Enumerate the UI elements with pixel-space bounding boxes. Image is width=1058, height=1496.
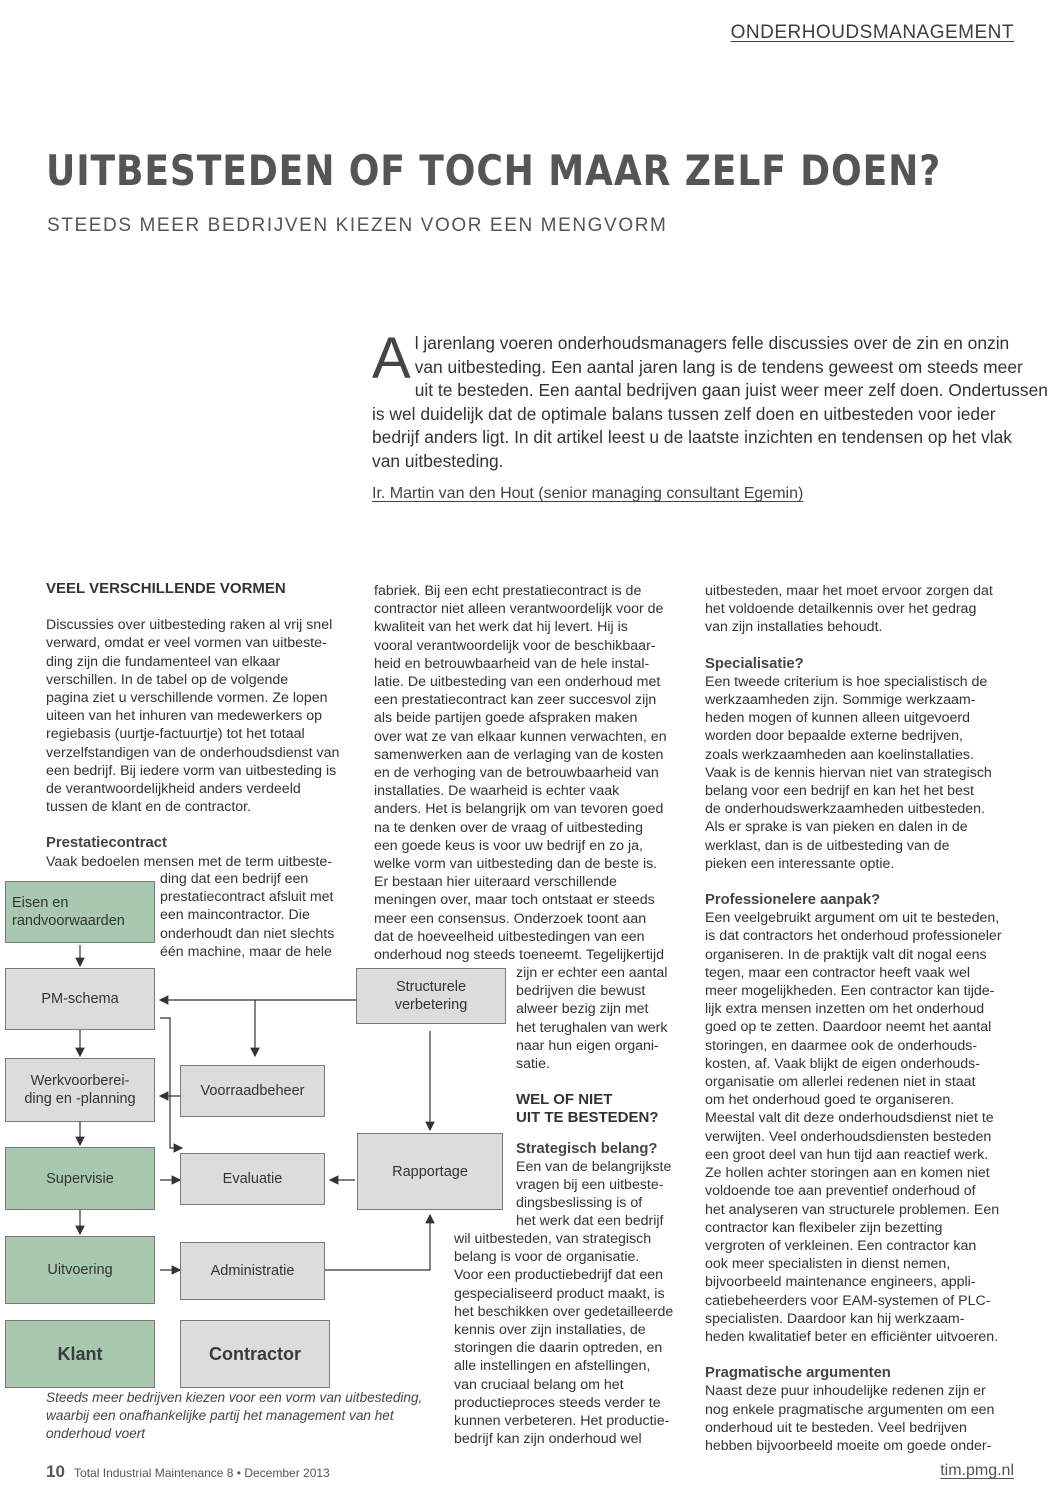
box-label: Werkvoorberei- ding en -planning [24, 1073, 136, 1107]
text-line: verwijten. Veel onderhoudsdiensten besteden [705, 1128, 992, 1145]
subheading: Professionelere aanpak? [705, 892, 881, 909]
box-structurele-verbetering [356, 968, 506, 1024]
text-line: contractor niet alleen verantwoordelijk voor de [374, 601, 664, 618]
text-line: samenwerken aan de verlaging van de kosten [374, 746, 664, 763]
text-line: belang voor een bedrijf en kan het het best [705, 783, 974, 800]
text-line: de onderhoudswerkzaamheden uitbesteden. [705, 801, 986, 818]
text-line: Een veelgebruikt argument om uit te besteden, [705, 910, 1000, 927]
text-line: verzelfstandigen van de onderhoudsdienst van [46, 744, 340, 761]
text-line: onderhoud uit te besteden. Veel bedrijven [705, 1419, 967, 1436]
text-line: latie. De uitbesteding van een onderhoud met [374, 674, 661, 691]
column-1 [46, 580, 354, 871]
text-line: één machine, maar de hele [160, 943, 332, 960]
section-heading: UIT TE BESTEDEN? [516, 1109, 659, 1127]
text-line: catiebeheerders voor EAM-systemen of PLC- [705, 1292, 991, 1309]
author-byline: Ir. Martin van den Hout (senior managing consultant Egemin) [372, 485, 804, 502]
box-supervisie [5, 1147, 155, 1210]
text-line: Ze hollen achter storingen aan en komen niet [705, 1165, 990, 1182]
text-line: Discussies over uitbesteding raken al vrij snel [46, 617, 333, 634]
box-label: Voorraadbeheer [200, 1083, 305, 1099]
page-number: 10 [46, 1462, 65, 1481]
text-line: uiteen van het inhuren van medewerkers op [46, 708, 323, 725]
text-line: dat de hoeveelheid uitbestedingen van een [374, 928, 645, 945]
text-line: verward, omdat er veel vormen van uitbeste- [46, 635, 327, 652]
text-line: meer mogelijkheden. Een contractor kan tijde- [705, 983, 995, 1000]
text-line: een prestatiecontract kan zeer succesvol zijn [374, 692, 657, 709]
text-line: alle instellingen en afstellingen, [454, 1358, 651, 1375]
text-line: het terughalen van werk [516, 1019, 668, 1036]
text-line: is dat contractors het onderhoud professioneler [705, 928, 1002, 945]
text-line: onderhoud nog steeds toeneemt. Tegelijkertijd [374, 947, 664, 964]
text-line: naar hun eigen organi- [516, 1037, 659, 1054]
text-line: vergroten of verkleinen. Een contractor kan [705, 1237, 977, 1254]
subheading: Pragmatische argumenten [705, 1365, 891, 1382]
box-klant [5, 1320, 155, 1388]
text-line: Meestal valt dit deze onderhoudsdienst niet te [705, 1110, 994, 1127]
text-line: Naast deze puur inhoudelijke redenen zijn er [705, 1383, 986, 1400]
box-label: Evaluatie [222, 1171, 283, 1187]
box-label: Contractor [208, 1344, 301, 1364]
website-link[interactable]: tim.pmg.nl [940, 1462, 1014, 1479]
text-line: pieken een interessante optie. [705, 855, 895, 872]
box-label: Supervisie [46, 1170, 114, 1187]
page-subtitle: STEEDS MEER BEDRIJVEN KIEZEN VOOR EEN MENGVORM [47, 215, 668, 236]
box-rapportage [357, 1133, 503, 1210]
box-pm-schema [5, 968, 155, 1030]
intro-line: bedrijf anders ligt. In dit artikel leest u de laatste inzichten en tendensen op het vlak [372, 427, 1012, 447]
text-line: Er bestaan hier uiteraard verschillende [374, 874, 617, 891]
text-line: vooral verantwoordelijk voor de beschikbaar- [374, 637, 656, 654]
text-line: een bedrijf. Bij iedere vorm van uitbesteding is [46, 762, 337, 779]
intro-line: l jarenlang voeren onderhoudsmanagers felle discussies over de zin en onzin [414, 333, 1010, 353]
text-line: Voor een productiebedrijf dat een [454, 1267, 664, 1284]
box-label: Rapportage [392, 1163, 468, 1180]
section-heading: VEEL VERSCHILLENDE VORMEN [46, 580, 286, 597]
text-line: vragen bij een uitbeste- [516, 1177, 664, 1194]
footer-publication [46, 1462, 330, 1482]
text-line: onderhoudt dan niet slechts [160, 925, 335, 942]
box-eisen-randvoorwaarden [5, 881, 155, 943]
text-line: het beschikken over gedetailleerde [454, 1303, 674, 1320]
text-line: zijn er echter een aantal [516, 965, 668, 981]
text-line: kennis over zijn installaties, de [454, 1322, 646, 1339]
text-line: om het onderhoud goed te organiseren. [705, 1092, 955, 1109]
text-line: Vaak is de kennis hiervan niet van strategisch [705, 764, 992, 781]
text-line: installaties. De waarheid is echter vaak [374, 783, 620, 800]
intro-line: is wel duidelijk dat de optimale balans tussen zelf doen en uitbesteden voor ieder [372, 403, 996, 424]
box-label: PM-schema [41, 991, 119, 1007]
text-line: zoals werkzaamheden aan koelinstallaties. [705, 746, 974, 763]
text-line: wil uitbesteden, van strategisch [454, 1231, 652, 1247]
text-line: het werk dat een bedrijf [516, 1213, 664, 1230]
text-line: een goede keus is voor uw bedrijf en zo ja, [374, 837, 643, 854]
caption-line: Steeds meer bedrijven kiezen voor een vorm van uitbesteding, [46, 1390, 423, 1405]
intro-line: van uitbesteding. Een aantal jaren lang is de tendens geweest om steeds meer [414, 356, 1023, 377]
subheading: Prestatiecontract [46, 835, 167, 852]
connector-administratie-rapportage [325, 1215, 430, 1270]
text-line: een maincontractor. Die [160, 907, 310, 924]
box-label: Administratie [210, 1263, 295, 1279]
page-title: UITBESTEDEN OF TOCH MAAR ZELF DOEN? [46, 146, 942, 195]
text-line: organiseren. In de praktijk valt dit nogal eens [705, 946, 987, 963]
text-line: ding dat een bedrijf een [160, 871, 309, 887]
box-uitvoering [5, 1236, 155, 1304]
text-line: heden mogen of kunnen alleen uitgevoerd [705, 710, 971, 727]
text-line: het analyseren van structurele problemen. Een [705, 1201, 1000, 1218]
column-3 [705, 582, 1015, 1455]
text-line: werklast, dan is de uitbesteding van de [705, 837, 950, 854]
text-line: Een van de belangrijkste [516, 1158, 672, 1175]
text-line: storingen die daarin optreden, en [454, 1340, 663, 1357]
text-line: satie. [516, 1056, 550, 1073]
text-line: heden kwalitatief beter en efficiënter uitvoeren. [705, 1328, 999, 1345]
text-line: Een tweede criterium is hoe specialistisch de [705, 673, 988, 690]
text-line: kwaliteit van het werk dat hij levert. Hij is [374, 619, 628, 636]
text-line: werkzaamheden zijn. Sommige werkzaam- [705, 692, 976, 709]
subheading: Specialisatie? [705, 655, 804, 672]
text-line: kunnen verbeteren. Het productie- [454, 1413, 670, 1430]
subheading: Strategisch belang? [516, 1140, 658, 1157]
text-line: tegen, maar een contractor heeft vaak wel [705, 964, 970, 981]
text-line: Vaak bedoelen mensen met de term uitbeste- [46, 853, 333, 870]
text-line: storingen, en daarmee ook de onderhouds- [705, 1037, 978, 1054]
text-line: als beide partijen goede afspraken maken [374, 710, 638, 727]
text-line: alweer bezig zijn met [516, 1001, 649, 1018]
connector-pm-evaluatie [160, 1018, 182, 1148]
drop-cap: A [372, 326, 411, 391]
text-line: productieproces steeds verder te [454, 1394, 661, 1411]
text-line: meer een consensus. Onderzoek toont aan [374, 910, 647, 927]
box-werkvoorbereiding [5, 1058, 155, 1122]
text-line: van cruciaal belang om het [454, 1376, 624, 1393]
text-line: bedrijf kan zijn onderhoud wel [454, 1431, 642, 1448]
figure-caption [46, 1389, 422, 1443]
text-line: bijvoorbeeld maintenance engineers, appli- [705, 1274, 976, 1291]
box-voorraadbeheer [180, 1065, 325, 1117]
box-administratie [180, 1242, 325, 1300]
text-line: pagina ziet u verschillende vormen. Ze lopen [46, 690, 328, 707]
intro-line: uit te besteden. Een aantal bedrijven gaan juist weer meer zelf doen. Ondertussen [414, 380, 1048, 400]
box-label: Structurele verbetering [394, 979, 468, 1013]
text-line: dingsbeslissing is of [516, 1195, 643, 1212]
text-line: kosten, af. Vaak blijkt de eigen onderhouds- [705, 1055, 980, 1072]
column-2-bottom [454, 1230, 686, 1448]
text-line: een groot deel van hun tijd aan reactief werk. [705, 1146, 989, 1163]
text-line: organisatie om allerlei redenen niet in staat [705, 1074, 976, 1091]
caption-line: onderhoud voert [46, 1426, 146, 1441]
text-line: meningen over, maar toch ontstaat er steeds [374, 892, 655, 909]
text-line: prestatiecontract afsluit met [160, 889, 334, 906]
text-line: de verantwoordelijkheid anders verdeeld [46, 781, 301, 798]
text-line: welke vorm van uitbesteding dan de beste is. [374, 856, 658, 873]
section-label: ONDERHOUDSMANAGEMENT [730, 22, 1014, 43]
text-line: contractor kan flexibeler zijn bezetting [705, 1219, 943, 1236]
text-line: hebben bijvoorbeeld moeite om goede onder- [705, 1437, 992, 1454]
text-line: lijk extra mensen inzetten om het onderhoud [705, 1001, 985, 1018]
process-diagram [0, 868, 468, 1388]
section-heading: WEL OF NIET [516, 1091, 613, 1109]
intro-paragraph [372, 326, 1048, 473]
box-evaluatie [180, 1153, 325, 1205]
text-line: ding zijn die fundamenteel van elkaar [46, 653, 281, 670]
text-line: regiebasis (uurtje-factuurtje) tot het totaal [46, 726, 305, 743]
text-line: over wat ze van elkaar kunnen verwachten, en [374, 728, 667, 745]
text-line: bedrijven die bewust [516, 983, 646, 1000]
column-2-narrow [516, 964, 686, 1231]
text-line: en de verhoging van de betrouwbaarheid van [374, 765, 659, 782]
box-label: Klant [57, 1344, 103, 1364]
text-line: Als er sprake is van pieken en dalen in de [705, 819, 968, 836]
text-line: uitbesteden, maar het moet ervoor zorgen dat [705, 583, 993, 599]
text-line: anders. Het is belangrijk om van tevoren goed [374, 801, 664, 818]
caption-line: waarbij een onafhankelijke partij het management van het [46, 1408, 394, 1423]
text-line: verschillen. In de tabel op de volgende [46, 671, 289, 688]
box-label: Eisen en randvoorwaarden [12, 895, 125, 929]
intro-line: van uitbesteding. [372, 450, 504, 471]
text-line: gespecialiseerd product maakt, is [454, 1285, 665, 1302]
box-label: Uitvoering [47, 1262, 113, 1278]
text-line: fabriek. Bij een echt prestatiecontract is de [374, 583, 642, 599]
text-line: het voldoende detailkennis over het gedrag [705, 601, 977, 618]
text-line: specialisten. Daardoor kan hij werkzaam- [705, 1310, 965, 1327]
text-line: tussen de klant en de contractor. [46, 799, 252, 816]
publication-info: Total Industrial Maintenance 8 • December 2013 [74, 1466, 330, 1480]
text-line: nog enkele pragmatische argumenten om een [705, 1401, 995, 1418]
text-line: van zijn installaties behoudt. [705, 619, 883, 636]
box-contractor [180, 1320, 330, 1388]
text-line: na te denken over de vraag of uitbesteding [374, 819, 643, 836]
diagram-connectors [0, 868, 450, 1388]
text-line: heid en betrouwbaarheid van de hele instal- [374, 655, 650, 672]
text-line: voldoende toe aan preventief onderhoud of [705, 1183, 976, 1200]
text-line: goed op te zetten. Daardoor neemt het aantal [705, 1019, 992, 1036]
text-line: worden door bepaalde externe bedrijven, [705, 728, 963, 745]
text-line: belang is voor de organisatie. [454, 1249, 640, 1266]
text-line: ook meer specialisten in dienst nemen, [705, 1256, 951, 1273]
